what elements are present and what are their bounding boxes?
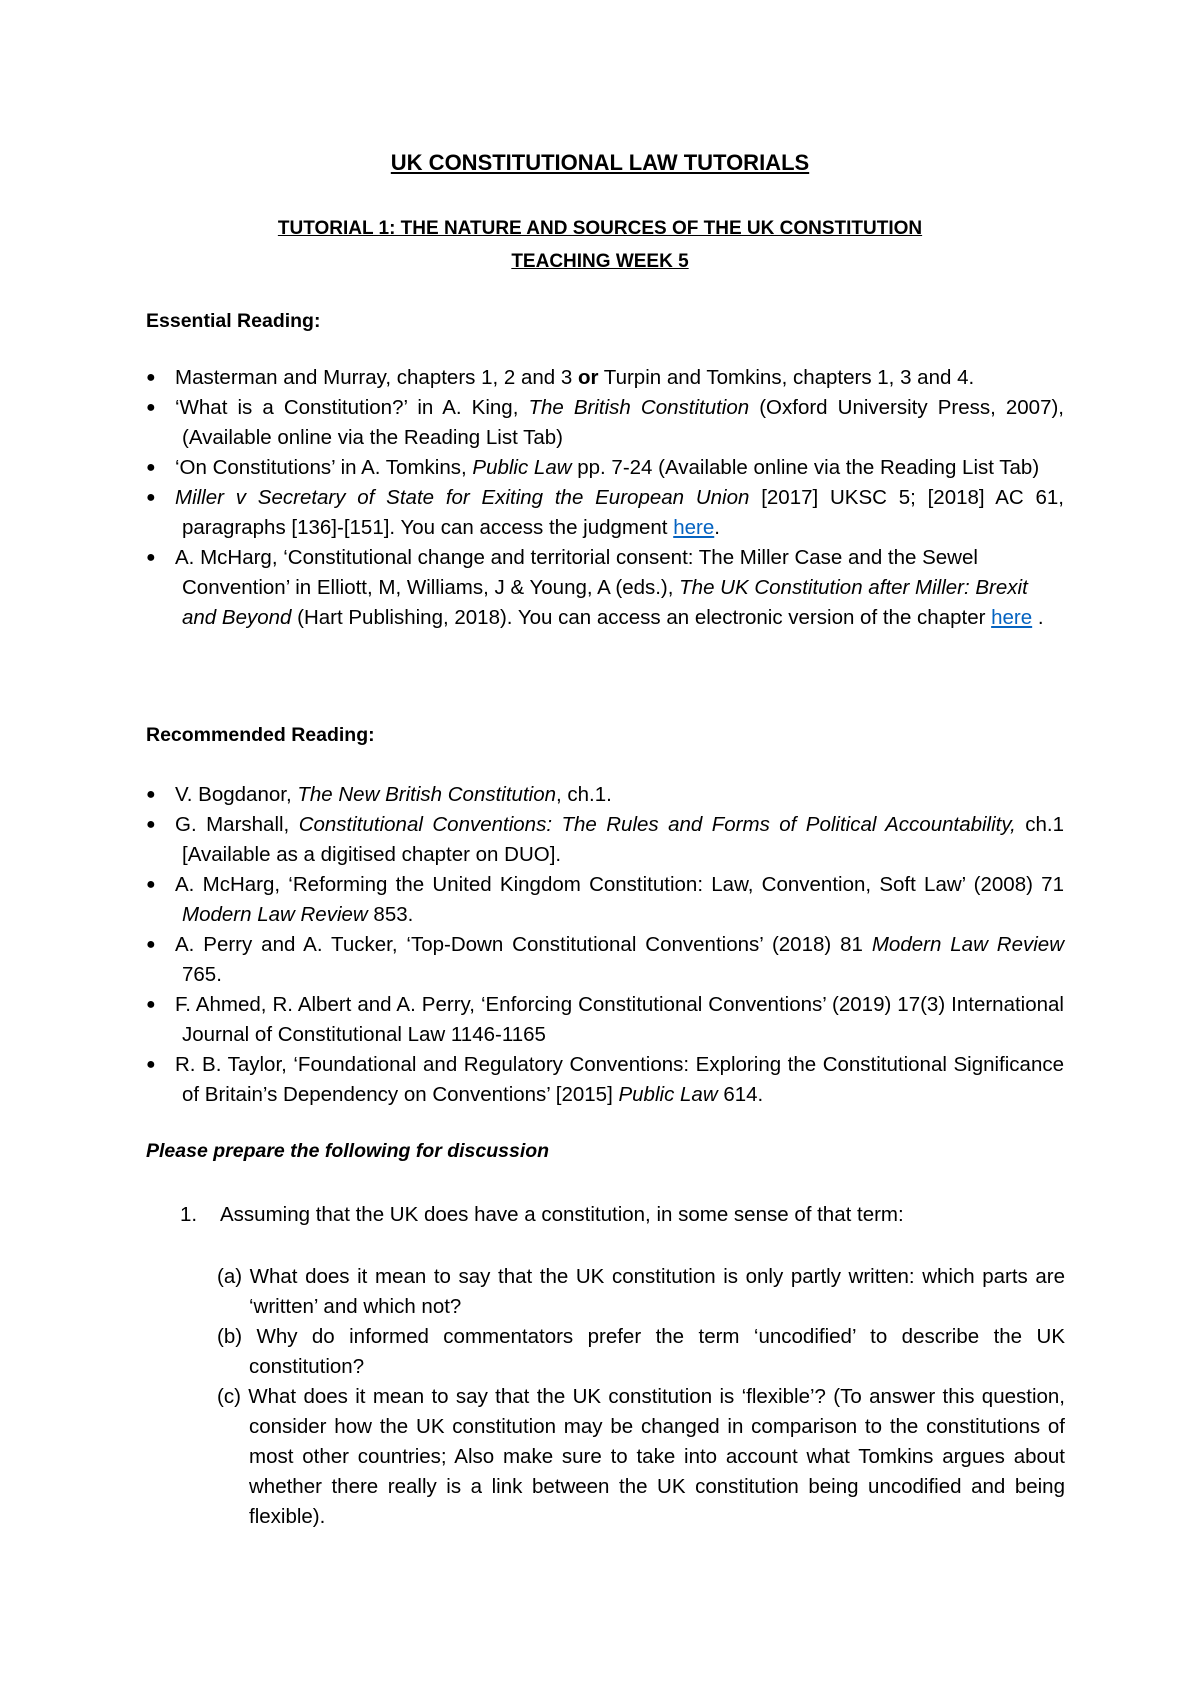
question-text: Assuming that the UK does have a constitution, in some sense of that term: <box>220 1203 904 1226</box>
list-item: ● F. Ahmed, R. Albert and A. Perry, ‘Enforcing Constitutional Conventions’ (2019) 17(3) International Journal of Constitutional Law 1146-1165 <box>146 990 1064 1050</box>
subquestion-b: (b) Why do informed commentators prefer the term ‘uncodified’ to describe the UK constitution? <box>217 1325 1065 1378</box>
teaching-week: TEACHING WEEK 5 <box>511 251 689 272</box>
list-item: ● R. B. Taylor, ‘Foundational and Regulatory Conventions: Exploring the Constitutional Significance of Britain’s Dependency on Conventions’ [2015] Public Law 614. <box>146 1050 1064 1110</box>
list-item: ● ‘On Constitutions’ in A. Tomkins, Public Law pp. 7-24 (Available online via the Reading List Tab) <box>146 453 1064 483</box>
bullet-icon: ● <box>146 459 156 476</box>
subquestion-list <box>217 1262 1065 1532</box>
subquestion-c: (c) What does it mean to say that the UK constitution is ‘flexible’? (To answer this question, consider how the UK constitution may be changed in comparison to the constitutions of most other countries; Also make sure to take into account what Tomkins argues about whether there really is a link between the UK constitution being uncodified and being flexible). <box>217 1385 1065 1528</box>
bullet-icon: ● <box>146 1056 156 1073</box>
essential-reading-heading: Essential Reading: <box>146 310 321 332</box>
bullet-icon: ● <box>146 816 156 833</box>
bullet-icon: ● <box>146 399 156 416</box>
tutorial-subtitle: TUTORIAL 1: THE NATURE AND SOURCES OF THE UK CONSTITUTION <box>277 218 923 239</box>
list-item: ● A. Perry and A. Tucker, ‘Top-Down Constitutional Conventions’ (2018) 81 Modern Law Review 765. <box>146 930 1064 990</box>
essential-reading-list <box>146 363 1064 633</box>
question-number: 1. <box>180 1203 198 1226</box>
chapter-link[interactable]: here <box>991 606 1033 629</box>
list-item: ● V. Bogdanor, The New British Constitution, ch.1. <box>146 780 1064 810</box>
list-item: ● ‘What is a Constitution?’ in A. King, The British Constitution (Oxford University Press, 2007), (Available online via the Reading List Tab) <box>146 393 1064 453</box>
bullet-icon: ● <box>146 549 156 566</box>
subquestion-a: (a) What does it mean to say that the UK constitution is only partly written: which parts are ‘written’ and which not? <box>217 1265 1065 1318</box>
list-item: ● A. McHarg, ‘Constitutional change and territorial consent: The Miller Case and the Sewel Convention’ in Elliott, M, Williams, J & Young, A (eds.), The UK Constitution after Miller: Brexit and Beyond (Hart Publishing, 2018). You can access an electronic version of the chapter here . <box>146 543 1064 633</box>
judgment-link[interactable]: here <box>673 516 715 539</box>
bullet-icon: ● <box>146 996 156 1013</box>
list-item: ● Masterman and Murray, chapters 1, 2 and 3 or Turpin and Tomkins, chapters 1, 3 and 4. <box>146 363 1064 393</box>
bullet-icon: ● <box>146 876 156 893</box>
bullet-icon: ● <box>146 936 156 953</box>
question-1 <box>180 1200 1080 1230</box>
recommended-reading-heading: Recommended Reading: <box>146 724 375 746</box>
recommended-reading-list <box>146 780 1064 1110</box>
bullet-icon: ● <box>146 369 156 386</box>
list-item: ● G. Marshall, Constitutional Conventions: The Rules and Forms of Political Accountability, ch.1 [Available as a digitised chapter on DUO]. <box>146 810 1064 870</box>
bullet-icon: ● <box>146 489 156 506</box>
discussion-heading: Please prepare the following for discussion <box>146 1140 550 1162</box>
list-item: ● Miller v Secretary of State for Exiting the European Union [2017] UKSC 5; [2018] AC 61, paragraphs [136]-[151]. You can access the judgment here. <box>146 483 1064 543</box>
bullet-icon: ● <box>146 786 156 803</box>
document-title: UK CONSTITUTIONAL LAW TUTORIALS <box>390 150 810 175</box>
list-item: ● A. McHarg, ‘Reforming the United Kingdom Constitution: Law, Convention, Soft Law’ (2008) 71 Modern Law Review 853. <box>146 870 1064 930</box>
